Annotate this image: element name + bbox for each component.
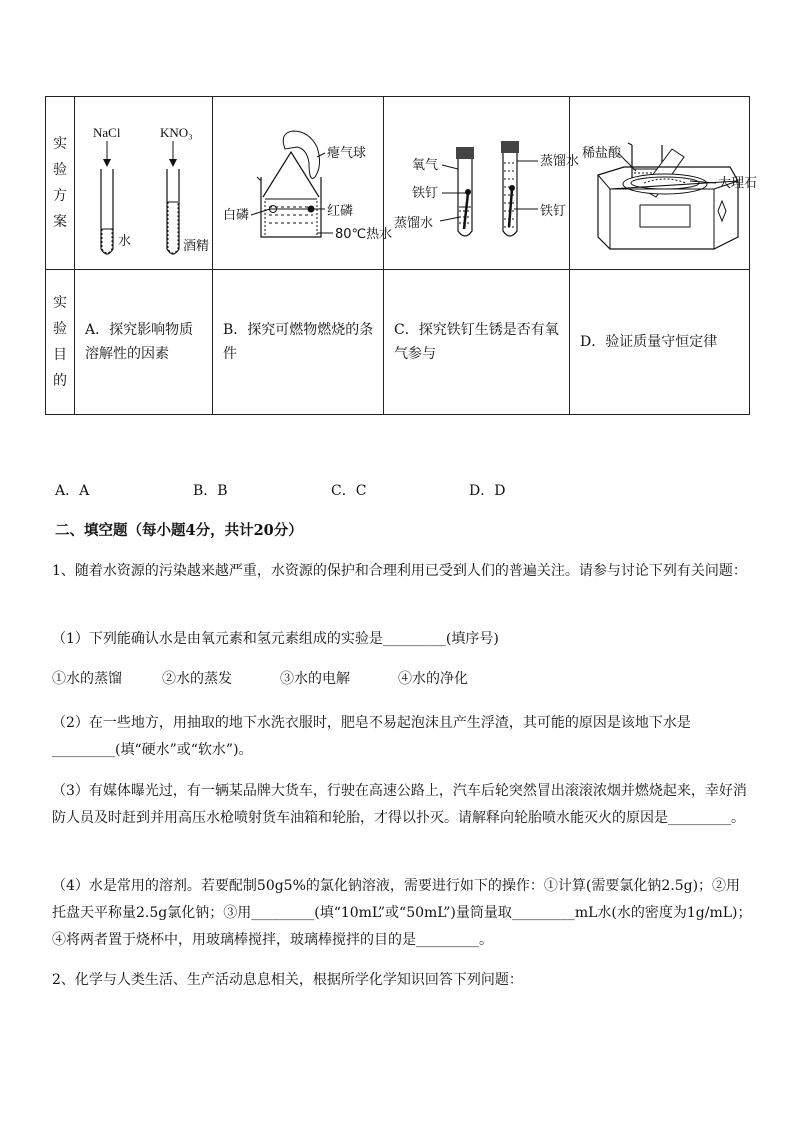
figure-a-cell <box>75 97 213 270</box>
label-water: 水 <box>118 234 132 249</box>
label-nacl: NaCl <box>93 125 121 140</box>
label-distilled-water-left: 蒸馏水 <box>394 216 434 231</box>
figure-b-cell <box>213 97 393 270</box>
goal-c: C．探究铁钉生锈是否有氧气参与 <box>384 270 570 415</box>
label-nail-right: 铁钉 <box>540 204 567 219</box>
balance-display <box>640 205 690 227</box>
label-distilled-water-right: 蒸馏水 <box>540 154 580 169</box>
figure-c-cell <box>384 97 580 270</box>
row-header-scheme: 实 验 方 案 <box>46 97 75 270</box>
label-balloon: 瘪气球 <box>327 146 367 161</box>
row-header-goal: 实 验 目 的 <box>46 270 75 415</box>
label-red-phosphorus: 红磷 <box>327 204 354 219</box>
table-row-scheme <box>46 97 750 270</box>
option-a[interactable]: A．A <box>55 483 90 499</box>
test-tube-alcohol <box>167 169 179 254</box>
label-marble: 大理石 <box>718 176 758 191</box>
figure-a-test-tubes <box>75 97 213 269</box>
figure-c-rusting <box>384 97 580 269</box>
q1-part2: （2）在一些地方，用抽取的地下水洗衣服时，肥皂不易起泡沫且产生浮渣，其可能的原因是该地下水是_________(填“硬水”或“软水”)。 <box>52 715 691 758</box>
experiment-table <box>45 96 758 415</box>
label-hydrochloric-acid: 稀盐酸 <box>582 146 622 161</box>
label-hot-water: 80℃热水 <box>335 227 393 242</box>
label-white-phosphorus: 白磷 <box>223 208 250 223</box>
label-alcohol: 酒精 <box>183 239 210 254</box>
figure-b-combustion <box>213 97 393 269</box>
stopper-right <box>501 141 519 153</box>
q1-choices <box>52 668 552 695</box>
goal-b: B．探究可燃物燃烧的条件 <box>213 270 384 415</box>
test-tube-water <box>101 169 113 254</box>
q1-part3: （3）有媒体曝光过，有一辆某品牌大货车，行驶在高速公路上，汽车后轮突然冒出滚滚浓烟并燃烧起来，幸好消防人员及时赶到并用高压水枪喷射货车油箱和轮胎，才得以扑灭。请解释向轮胎喷水能灭火的原因是_________。 <box>52 783 747 826</box>
q2-intro: 2、化学与人类生活、生产活动息息相关，根据所学化学知识回答下列问题： <box>52 972 523 988</box>
option-d[interactable]: D．D <box>469 483 506 499</box>
stopper-left <box>456 147 474 159</box>
table-row-goal <box>46 270 750 415</box>
q1-part1: （1）下列能确认水是由氧元素和氢元素组成的实验是_________(填序号) <box>52 631 499 647</box>
choice-1: ①水的蒸馏 <box>52 671 122 687</box>
option-c[interactable]: C．C <box>331 483 367 499</box>
figure-d-balance <box>570 97 758 269</box>
goal-a: A．探究影响物质溶解性的因素 <box>75 270 213 415</box>
label-nail-left: 铁钉 <box>412 186 439 201</box>
choice-4: ④水的净化 <box>398 671 468 687</box>
choice-3: ③水的电解 <box>280 671 350 687</box>
option-b[interactable]: B．B <box>193 483 228 499</box>
q1-intro: 1、随着水资源的污染越来越严重，水资源的保护和合理利用已受到人们的普遍关注。请参与讨论下列有关问题： <box>52 563 747 579</box>
q1-part4: （4）水是常用的溶剂。若要配制50g5%的氯化钠溶液，需要进行如下的操作：①计算(需要氯化钠2.5g)；②用托盘天平称量2.5g氯化钠；③用_________(填“10mL”或“50mL”)量筒量取_________mL水(水的密度为1g/mL)；④将两者置于烧杯中，用玻璃棒搅拌，玻璃棒搅拌的目的是_________。 <box>52 878 752 948</box>
choice-2: ②水的蒸发 <box>162 671 232 687</box>
label-oxygen: 氧气 <box>412 158 439 173</box>
label-kno3: KNO₃ <box>160 125 193 140</box>
section-title: 二、填空题（每小题4分，共计20分） <box>55 522 303 539</box>
goal-d: D．验证质量守恒定律 <box>570 270 750 415</box>
figure-d-cell <box>570 97 758 270</box>
conical-flask <box>263 152 319 197</box>
